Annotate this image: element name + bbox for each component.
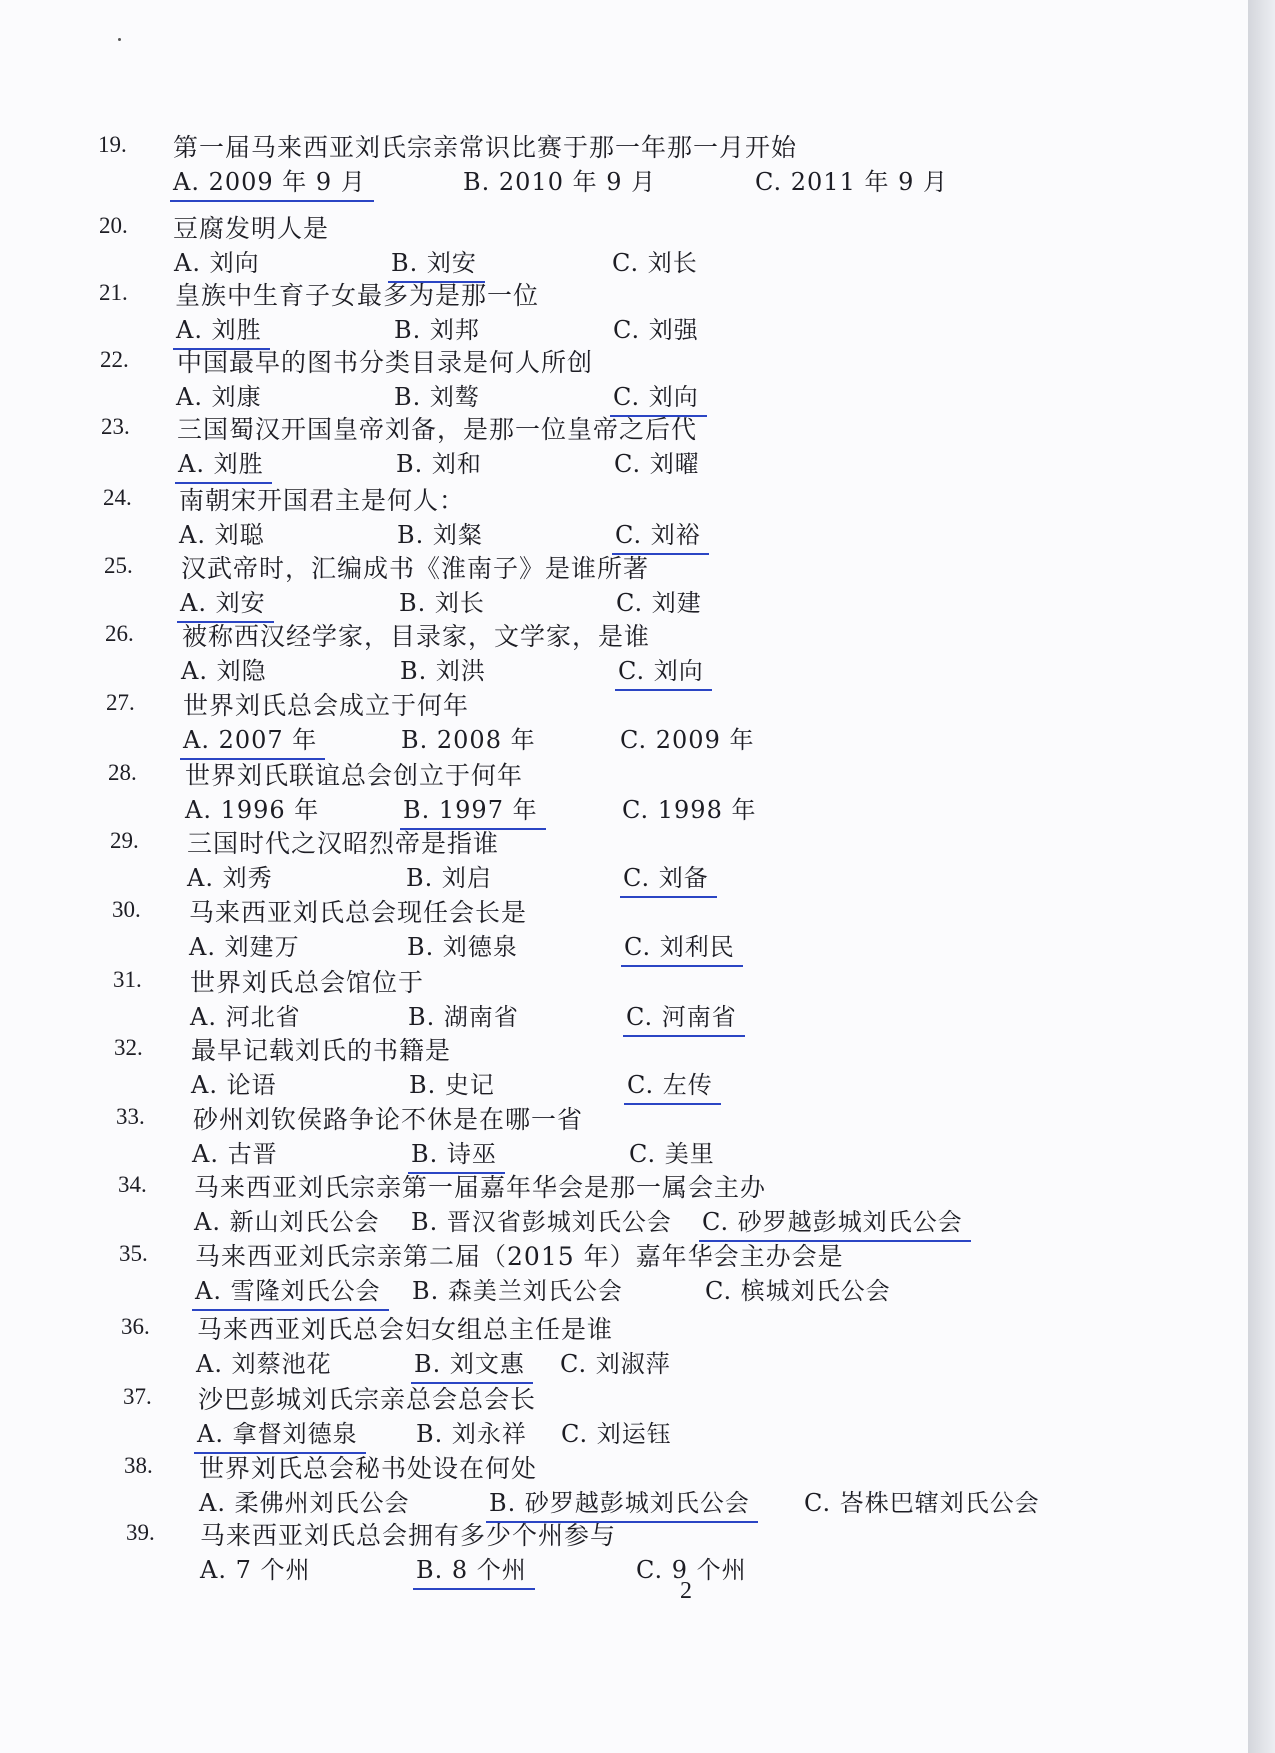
question-text: 中国最早的图书分类目录是何人所创: [177, 348, 594, 377]
option-a: A. 刘胜: [175, 444, 272, 484]
option-b: B. 晋汉省彭城刘氏公会: [411, 1208, 672, 1236]
question-27: [0, 686, 1248, 756]
question-text: 世界刘氏联谊总会创立于何年: [185, 761, 524, 790]
option-c: C. 刘淑萍: [560, 1350, 671, 1378]
option-c: C. 左传: [624, 1065, 721, 1105]
question-number: 38.: [124, 1453, 153, 1478]
question-number: 28.: [108, 760, 137, 785]
question-35: [0, 1237, 1248, 1307]
option-b: B. 刘洪: [400, 657, 486, 685]
option-c: C. 砂罗越彭城刘氏公会: [699, 1202, 971, 1242]
question-32: [0, 1031, 1248, 1101]
option-a: A. 刘秀: [187, 864, 273, 892]
option-b: B. 刘永祥: [416, 1420, 527, 1448]
option-c: C. 刘长: [612, 249, 698, 277]
question-number: 33.: [116, 1104, 145, 1129]
question-33: [0, 1100, 1248, 1170]
question-25: [0, 549, 1248, 619]
option-a: A. 刘胜: [173, 310, 270, 350]
option-b: B. 史记: [409, 1071, 495, 1099]
option-c: C. 1998 年: [622, 796, 757, 824]
question-34: [0, 1168, 1248, 1238]
question-text: 三国蜀汉开国皇帝刘备，是那一位皇帝之后代: [177, 415, 698, 444]
option-c: C. 美里: [629, 1140, 715, 1168]
option-a: A. 刘聪: [179, 521, 265, 549]
question-number: 22.: [100, 347, 129, 372]
question-text: 最早记载刘氏的书籍是: [191, 1036, 452, 1065]
question-text: 汉武帝时，汇编成书《淮南子》是谁所著: [181, 554, 650, 583]
question-text: 马来西亚刘氏总会妇女组总主任是谁: [197, 1315, 614, 1344]
option-b: B. 刘德泉: [407, 933, 518, 961]
question-22: [0, 343, 1248, 413]
question-number: 19.: [98, 132, 127, 157]
option-a: A. 刘安: [177, 583, 274, 623]
option-a: A. 7 个州: [200, 1556, 311, 1584]
question-number: 21.: [99, 280, 128, 305]
question-text: 世界刘氏总会成立于何年: [183, 691, 470, 720]
question-24: [0, 481, 1248, 551]
question-number: 39.: [126, 1520, 155, 1545]
option-c: C. 槟城刘氏公会: [705, 1277, 891, 1305]
question-21: [0, 276, 1248, 346]
question-28: [0, 756, 1248, 826]
option-c: C. 刘向: [610, 377, 707, 417]
question-text: 沙巴彭城刘氏宗亲总会总会长: [198, 1385, 537, 1414]
option-a: A. 刘蔡池花: [196, 1350, 332, 1378]
option-b: B. 诗巫: [408, 1134, 505, 1174]
option-c: C. 刘强: [613, 316, 699, 344]
option-b: B. 砂罗越彭城刘氏公会: [486, 1483, 758, 1523]
option-b: B. 刘长: [399, 589, 485, 617]
question-text: 马来西亚刘氏总会拥有多少个州参与: [200, 1521, 617, 1550]
option-a: A. 柔佛州刘氏公会: [199, 1489, 410, 1517]
question-31: [0, 963, 1248, 1033]
option-a: A. 1996 年: [185, 796, 320, 824]
question-number: 32.: [114, 1035, 143, 1060]
page-number: 2: [680, 1578, 692, 1604]
option-b: B. 刘骜: [394, 383, 480, 411]
option-b: B. 刘启: [406, 864, 492, 892]
option-b: B. 刘文惠: [411, 1344, 533, 1384]
question-number: 30.: [112, 897, 141, 922]
option-b: B. 刘和: [396, 450, 482, 478]
question-text: 砂州刘钦侯路争论不休是在哪一省: [193, 1105, 584, 1134]
question-38: [0, 1449, 1248, 1519]
question-36: [0, 1310, 1248, 1380]
question-number: 37.: [123, 1384, 152, 1409]
question-text: 第一届马来西亚刘氏宗亲常识比赛于那一年那一月开始: [173, 133, 798, 162]
question-number: 36.: [121, 1314, 150, 1339]
question-text: 被称西汉经学家，目录家，文学家，是谁: [182, 622, 651, 651]
question-text: 皇族中生育子女最多为是那一位: [175, 281, 540, 310]
option-c: C. 2011 年 9 月: [755, 168, 948, 196]
question-number: 23.: [101, 414, 130, 439]
question-text: 马来西亚刘氏宗亲第一届嘉年华会是那一属会主办: [194, 1173, 767, 1202]
question-number: 25.: [104, 553, 133, 578]
option-a: A. 2009 年 9 月: [170, 162, 374, 202]
option-a: A. 刘隐: [181, 657, 267, 685]
option-a: A. 刘康: [176, 383, 262, 411]
option-a: A. 拿督刘德泉: [194, 1414, 366, 1454]
option-a: A. 刘向: [174, 249, 260, 277]
question-29: [0, 824, 1248, 894]
question-text: 马来西亚刘氏总会现任会长是: [189, 898, 528, 927]
question-number: 35.: [119, 1241, 148, 1266]
option-b: B. 森美兰刘氏公会: [412, 1277, 623, 1305]
option-c: C. 2009 年: [620, 726, 755, 754]
option-b: B. 刘粲: [397, 521, 483, 549]
scan-speck: [118, 38, 121, 41]
option-c: C. 刘运钰: [561, 1420, 672, 1448]
question-number: 20.: [99, 213, 128, 238]
option-a: A. 刘建万: [189, 933, 300, 961]
option-b: B. 刘安: [388, 243, 485, 283]
option-b: B. 8 个州: [413, 1550, 535, 1590]
question-number: 27.: [106, 690, 135, 715]
question-30: [0, 893, 1248, 963]
question-text: 马来西亚刘氏宗亲第二届（2015 年）嘉年华会主办会是: [195, 1242, 844, 1271]
option-c: C. 刘建: [616, 589, 702, 617]
question-text: 世界刘氏总会秘书处设在何处: [199, 1454, 538, 1483]
question-23: [0, 410, 1248, 480]
option-b: B. 刘邦: [394, 316, 480, 344]
option-c: C. 峇株巴辖刘氏公会: [804, 1489, 1040, 1517]
question-39: [0, 1516, 1248, 1586]
option-a: A. 新山刘氏公会: [194, 1208, 380, 1236]
option-a: A. 2007 年: [180, 720, 325, 760]
option-b: B. 湖南省: [408, 1003, 519, 1031]
option-b: B. 2008 年: [401, 726, 536, 754]
question-text: 世界刘氏总会馆位于: [190, 968, 425, 997]
option-c: C. 刘备: [620, 858, 717, 898]
question-37: [0, 1380, 1248, 1450]
question-text: 三国时代之汉昭烈帝是指谁: [187, 829, 500, 858]
question-20: [0, 209, 1248, 279]
option-b: B. 1997 年: [400, 790, 546, 830]
question-number: 34.: [118, 1172, 147, 1197]
question-19: [0, 128, 1248, 198]
question-number: 24.: [103, 485, 132, 510]
question-text: 豆腐发明人是: [173, 214, 330, 243]
scan-edge: [1248, 0, 1275, 1753]
question-number: 26.: [105, 621, 134, 646]
option-b: B. 2010 年 9 月: [463, 168, 657, 196]
question-number: 31.: [113, 967, 142, 992]
option-a: A. 河北省: [190, 1003, 301, 1031]
option-a: A. 论语: [191, 1071, 277, 1099]
option-c: C. 刘曜: [614, 450, 700, 478]
option-c: C. 刘向: [615, 651, 712, 691]
question-text: 南朝宋开国君主是何人：: [179, 486, 466, 515]
option-a: A. 古晋: [192, 1140, 278, 1168]
option-c: C. 河南省: [623, 997, 745, 1037]
option-c: C. 9 个州: [636, 1556, 747, 1584]
question-26: [0, 617, 1248, 687]
option-a: A. 雪隆刘氏公会: [192, 1271, 389, 1311]
option-c: C. 刘裕: [612, 515, 709, 555]
option-c: C. 刘利民: [621, 927, 743, 967]
question-number: 29.: [110, 828, 139, 853]
